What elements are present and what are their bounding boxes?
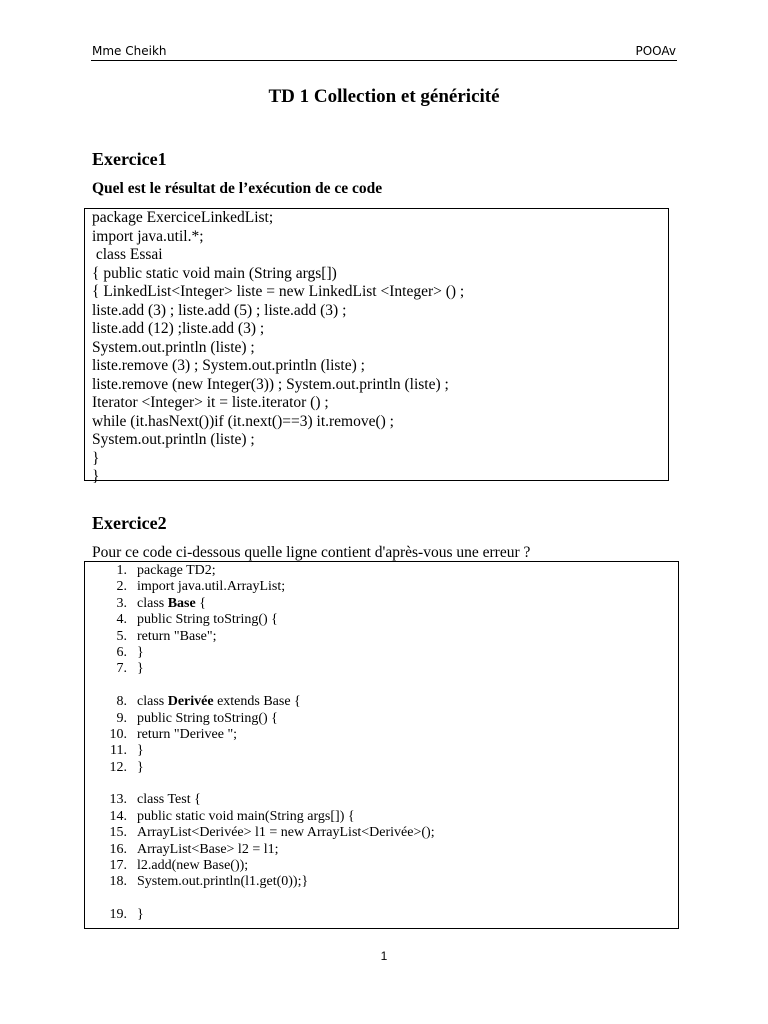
- line-number: 7.: [116, 661, 127, 677]
- line-number: 16.: [109, 841, 127, 857]
- code-text: }: [137, 743, 144, 759]
- line-number: 11.: [110, 743, 127, 759]
- code-text: }: [137, 644, 144, 660]
- header-author: Mme Cheikh: [92, 44, 167, 58]
- numbered-code-line: [85, 596, 678, 612]
- header-course: POOAv: [635, 44, 676, 58]
- numbered-code-line: [85, 645, 678, 661]
- numbered-code-line: [85, 661, 678, 677]
- code-text: extends Base {: [213, 694, 301, 710]
- code-line: System.out.println (liste) ;: [92, 338, 255, 356]
- line-number: 8.: [116, 694, 127, 710]
- code-line: liste.add (3) ; liste.add (5) ; liste.add (3) ;: [92, 301, 347, 319]
- code-line: }: [92, 449, 100, 467]
- code-text: public String toString() {: [137, 710, 278, 726]
- exercise1-code-box: [84, 208, 669, 485]
- numbered-code-line: [85, 563, 678, 579]
- code-line: Iterator <Integer> it = liste.iterator () ;: [92, 394, 329, 411]
- line-number: 4.: [116, 612, 127, 628]
- code-line: liste.remove (3) ; System.out.println (liste) ;: [92, 357, 365, 374]
- numbered-code-line: [85, 809, 678, 825]
- numbered-code-line: [85, 629, 678, 645]
- line-number: 2.: [116, 579, 127, 595]
- line-number: 6.: [116, 644, 127, 660]
- code-text: System.out.println(l1.get(0));}: [137, 874, 309, 890]
- code-text: ArrayList<Base> l2 = l1;: [137, 841, 279, 857]
- blank-line: [85, 891, 678, 907]
- code-text: return "Derivee ";: [137, 726, 238, 742]
- numbered-code-line: [85, 874, 678, 890]
- numbered-code-line: [85, 825, 678, 841]
- code-line: { LinkedList<Integer> liste = new LinkedList <Integer> () ;: [92, 283, 465, 300]
- code-text: class: [137, 694, 168, 710]
- blank-line: [85, 776, 678, 792]
- line-number: 13.: [109, 792, 127, 808]
- exercise2-code-listing: [85, 562, 678, 924]
- numbered-code-line: [85, 792, 678, 808]
- exercise1-question: Quel est le résultat de l’exécution de ce code: [92, 180, 383, 197]
- numbered-code-line: [85, 858, 678, 874]
- code-text: public String toString() {: [137, 612, 278, 628]
- numbered-code-line: [85, 711, 678, 727]
- code-line: class Essai: [92, 246, 163, 263]
- code-line: liste.add (12) ;liste.add (3) ;: [92, 320, 265, 337]
- code-line: }: [92, 468, 100, 485]
- line-number: 3.: [116, 595, 127, 611]
- exercise2-heading: Exercice2: [92, 513, 167, 533]
- code-text: }: [137, 661, 144, 677]
- line-number: 9.: [116, 710, 127, 726]
- numbered-code-line: [85, 727, 678, 743]
- code-text: ArrayList<Derivée> l1 = new ArrayList<Derivée>();: [137, 825, 435, 841]
- numbered-code-line: [85, 842, 678, 858]
- numbered-code-line: [85, 612, 678, 628]
- class-name: Base: [167, 595, 196, 611]
- code-line: package ExerciceLinkedList;: [92, 209, 274, 226]
- exercise2-question: Pour ce code ci-dessous quelle ligne contient d'après-vous une erreur ?: [92, 544, 531, 561]
- line-number: 17.: [109, 858, 127, 874]
- line-number: 19.: [109, 907, 127, 923]
- code-text: l2.add(new Base());: [137, 858, 249, 874]
- line-number: 1.: [116, 563, 127, 578]
- code-text: public static void main(String args[]) {: [137, 808, 355, 824]
- code-text: return "Base";: [137, 628, 217, 644]
- code-text: {: [195, 595, 206, 611]
- code-text: class: [137, 595, 168, 611]
- line-number: 14.: [109, 808, 127, 824]
- line-number: 12.: [109, 759, 127, 775]
- code-text: package TD2;: [137, 563, 216, 578]
- numbered-code-line: [85, 760, 678, 776]
- exercise2-code-box: [84, 561, 679, 929]
- numbered-code-line: [85, 694, 678, 710]
- numbered-code-line: [85, 743, 678, 759]
- line-number: 10.: [109, 726, 127, 742]
- exercise1-heading: Exercice1: [92, 149, 167, 169]
- code-text: class Test {: [137, 792, 201, 808]
- blank-line: [85, 678, 678, 694]
- code-line: import java.util.*;: [92, 227, 204, 245]
- document-title: TD 1 Collection et généricité: [268, 86, 500, 107]
- code-line: liste.remove (new Integer(3)) ; System.out.println (liste) ;: [92, 375, 449, 393]
- numbered-code-line: [85, 579, 678, 595]
- code-line: System.out.println (liste) ;: [92, 431, 255, 448]
- code-text: }: [137, 759, 144, 775]
- code-line: { public static void main (String args[]): [92, 264, 337, 282]
- code-text: import java.util.ArrayList;: [137, 579, 286, 595]
- code-text: }: [137, 907, 144, 923]
- exercise1-code-listing: [92, 209, 668, 487]
- page-number: 1: [380, 949, 388, 963]
- numbered-code-line: [85, 907, 678, 923]
- class-name: Derivée: [167, 694, 214, 710]
- line-number: 5.: [116, 628, 127, 644]
- line-number: 15.: [109, 825, 127, 841]
- code-line: while (it.hasNext())if (it.next()==3) it.remove() ;: [92, 412, 394, 430]
- header-divider: [91, 60, 677, 61]
- line-number: 18.: [109, 874, 127, 890]
